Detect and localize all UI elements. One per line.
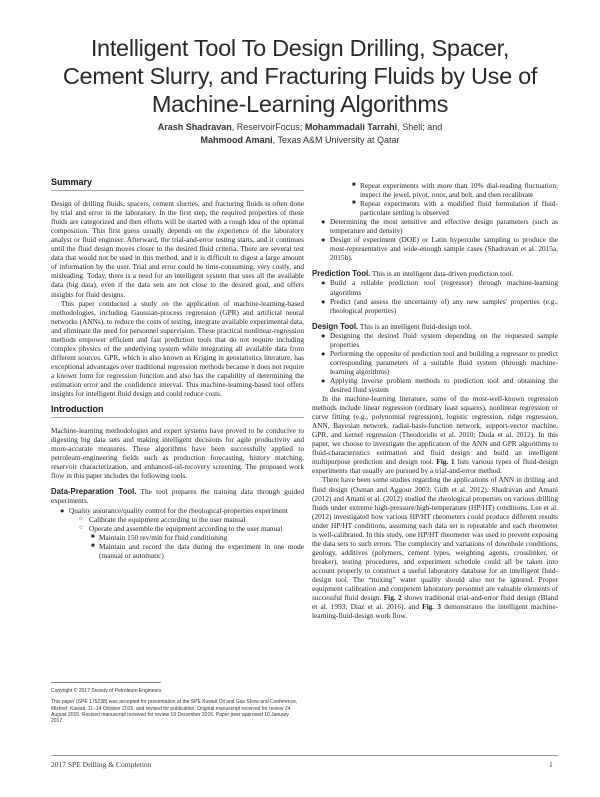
list-item: ○ Operate and assemble the equipment according to the user manual bbox=[79, 523, 283, 533]
prediction-list bbox=[312, 278, 558, 314]
bullet-dot-icon: ● bbox=[321, 278, 326, 288]
list-item: ● Design of experiment (DOE) or Latin hypercube sampling to produce the most-representative and wide-enough sample cases (Shadravan et al. 2015a, 2015b). bbox=[321, 235, 558, 263]
body-paragraph-1: In the machine-learning literature, some of the most-well-known regression methods include linear regression (ordinary least squares), nonlinear regression or curve fitting (e.g., polynomial regression), logistic regression, ridge regression, ANN, Bayesian network, radial-basis-function network, support-vector machine, GPR, and kernel regression (Theodoridis et al. 2010; Duda et al. 2012). In this paper, we choose to investigate the application of the ANN and GPR algorithms to fluid-characteristics estimation and fluid design and build an intelligent multipurpose prediction and design tool. Fig. 1 lists various types of fluid-design experiments that usually are pursued by a trial-and-error method. bbox=[312, 394, 558, 476]
summary-heading: Summary bbox=[51, 177, 93, 187]
data-prep-list-continued bbox=[312, 181, 558, 262]
fig-2-ref: Fig. 2 bbox=[383, 593, 402, 603]
footnote-text: This paper (SPE 175238) was accepted for presentation at the SPE Kuwait Oil and Gas Show and Conference, Mishref, Kuwait, 11–14 October 2015, and revised for publication. Original manuscript received for review 24 August 2015. Revised manuscript received for review 19 December 2016. Paper peer approved 10 January 2017. bbox=[51, 699, 298, 725]
journal-name: 2017 SPE Drilling & Completion bbox=[51, 760, 152, 769]
author-1-name: Arash Shadravan bbox=[157, 122, 232, 132]
author-3-affiliation: , Texas A&M University at Qatar bbox=[272, 134, 400, 145]
bullet-circle-icon: ○ bbox=[79, 515, 83, 522]
author-2-affiliation: , Shell; and bbox=[397, 122, 443, 132]
introduction-rule bbox=[51, 417, 304, 418]
design-label: Design Tool. bbox=[312, 321, 359, 331]
data-prep-intro bbox=[51, 487, 304, 505]
summary-paragraph-2: This paper conducted a study on the application of machine-learning-based methodologies, including Gaussian-process regression (GPR) and artificial neural networks (ANNs), to reduce the costs of testing, integrate available experimental data, and eliminate the need for personnel supervision. These practical nonlinear-regression methods empower efficient and fast prediction tools that do not require including complex physics of the underlying system while integrating all available data from different sources. GPR, which is also known as Kriging in geostatistics literature, has exceptional advantages over traditional regression methods because it does not require a known form for regression function and also has the capability of determining the estimation error and the confidence interval. This machine-learning-based tool offers insights for intelligent fluid design and could reduce costs. bbox=[51, 298, 304, 399]
list-item: ● Applying inverse problem methods to prediction tool and obtaining the desired fluid system bbox=[321, 375, 558, 394]
data-prep-label: Data-Preparation Tool. bbox=[51, 487, 137, 497]
bullet-square-icon: ■ bbox=[91, 542, 95, 549]
author-2-name: Mohammadali Tarrahi bbox=[304, 122, 398, 132]
bullet-square-icon: ■ bbox=[91, 533, 95, 540]
paper-title: Intelligent Tool To Design Drilling, Spacer, Cement Slurry, and Fracturing Fluids by Use of Machine-Learning Algorithms bbox=[62, 35, 538, 117]
summary-rule bbox=[51, 190, 304, 191]
list-item: ● Determining the most sensitive and effective design parameters (such as temperature and density) bbox=[321, 217, 558, 236]
page-number: 1 bbox=[549, 760, 553, 769]
list-item: ■ Repeat experiments with more than 10% dial-reading fluctuation; inspect the jewel, pivot, rotor, and belt, and then recalibrate bbox=[352, 181, 558, 200]
bullet-square-icon: ■ bbox=[352, 182, 356, 188]
data-prep-text: The tool prepares the training data through guided experiments. bbox=[51, 487, 304, 506]
body-paragraph-2: There have been some studies regarding the applications of ANN in drilling and fluid design (Osman and Aggour 2003; Gidh et al. 2012). Shadravan and Amani (2012) and Amani et al. (2012) studied the rheological properties on various drilling fluids under extreme high-pressure/high-temperature (HP/HT) conditions. Lee et al. (2012) investigated how various HP/HT rheometers could produce different results under HP/HT conditions, assuming each data set is repeatable and each rheometer is well-calibrated. In this study, one HP/HT rheometer was used to prevent exposing the data sets to such errors. The complexity and variations of downhole conditions, geology, additives (polymers, cement types, weighting agents, crosslinker, or breaker), testing procedures, and experiment schedule could all be taken into account properly to construct a useful laboratory database for an intelligent fluid-design tool. The “mixing” water quality should also not be ignored. Proper equipment calibration and competent laboratory personnel are valuable elements of successful fluid design. Fig. 2 shows traditional trial-and-error fluid design (Bland et al. 1993; Diaz et al. 2016), and Fig. 3 demonstrates the intelligent machine-learning-fluid-design work flow. bbox=[312, 475, 559, 621]
footnote bbox=[51, 688, 301, 724]
list-item: ■ Repeat experiments with a modified fluid formulation if fluid-particulate settling is observed bbox=[352, 199, 558, 218]
prediction-text: This is an intelligent data-driven prediction tool. bbox=[370, 269, 514, 279]
list-item: ● Predict (and assess the uncertainty of) any new samples' properties (e.g., rheological properties) bbox=[321, 296, 558, 315]
fig-1-ref: Fig. 1 bbox=[436, 457, 455, 467]
list-item: ○ Calibrate the equipment according to the user manual bbox=[79, 514, 246, 524]
bullet-dot-icon: ● bbox=[321, 375, 326, 385]
introduction-heading: Introduction bbox=[51, 404, 104, 415]
prediction-label: Prediction Tool. bbox=[312, 269, 371, 279]
summary-paragraph-1: Design of drilling fluids, spacers, cement slurries, and fracturing fluids is often done by trial and error in the laboratory. In the first step, the required properties of these fluids are categorized and then efforts will be started with a rough idea of the optimal composition. This first guess usually depends on the experience of the laboratory analyst or fluid engineer. Afterward, the trial-and-error testing starts, and it continues until the fluid design moves closer to the desired fluid criteria. There are several test data that would not be used in this method, and it is difficult to digest a large amount of information by the user. Trial and error could be time-consuming, very costly, and misleading. Today, there is a need for an intelligent system that uses all the available data (big data), even if the data sets are not close to the desired goal, and offers insights for fluid designs. bbox=[51, 199, 304, 299]
left-column bbox=[51, 178, 304, 560]
author-1-affiliation: , ReservoirFocus; bbox=[231, 122, 305, 132]
data-prep-list bbox=[51, 506, 304, 560]
design-list bbox=[312, 331, 558, 394]
fig-3-ref: Fig. 3 bbox=[422, 602, 441, 612]
list-item: ● Designing the desired fluid system depending on the requested sample properties bbox=[321, 330, 558, 349]
copyright-text: Copyright © 2017 Society of Petroleum Engineers bbox=[51, 688, 162, 694]
bullet-dot-icon: ● bbox=[321, 217, 326, 227]
bullet-dot-icon: ● bbox=[321, 235, 326, 245]
list-item: ● Performing the opposite of prediction tool and building a regressor to predict corresponding parameters of a suitable fluid system (through machine-learning algorithms) bbox=[321, 348, 558, 376]
author-3-name: Mahmood Amani bbox=[200, 134, 273, 145]
list-item: ● Quality assurance/quality control for the rheological-properties experiment bbox=[60, 505, 288, 515]
prediction-intro bbox=[312, 269, 558, 278]
bullet-square-icon: ■ bbox=[352, 200, 356, 207]
list-item: ■ Maintain and record the data during the experiment in one mode (manual or automatic) bbox=[91, 541, 304, 560]
list-item: ● Build a reliable prediction tool (regressor) through machine-learning algorithms bbox=[321, 278, 558, 297]
bullet-dot-icon: ● bbox=[321, 330, 326, 340]
author-line bbox=[90, 121, 510, 146]
introduction-paragraph: Machine-learning methodologies and expert systems have proved to be conducive to digesting big data sets and making intelligent decisions for agile productivity and more-accurate measures. These algorithms have been successfully applied to petroleum-engineering fields such as production forecasting, history matching, reservoir characterization, and enhanced-oil-recovery screening. The proposed work flow in this paper includes the following tools. bbox=[51, 426, 304, 481]
bullet-dot-icon: ● bbox=[321, 348, 326, 358]
design-text: This is an intelligent fluid-design tool. bbox=[358, 321, 472, 331]
bullet-circle-icon: ○ bbox=[79, 524, 83, 531]
bullet-dot-icon: ● bbox=[60, 505, 65, 515]
right-column bbox=[312, 181, 558, 620]
design-intro bbox=[312, 322, 558, 331]
footer-rule bbox=[51, 755, 558, 756]
footnote-rule bbox=[51, 682, 161, 683]
list-item: ■ Maintain 150 rev/min for fluid conditioning bbox=[91, 532, 228, 542]
bullet-dot-icon: ● bbox=[321, 296, 326, 306]
